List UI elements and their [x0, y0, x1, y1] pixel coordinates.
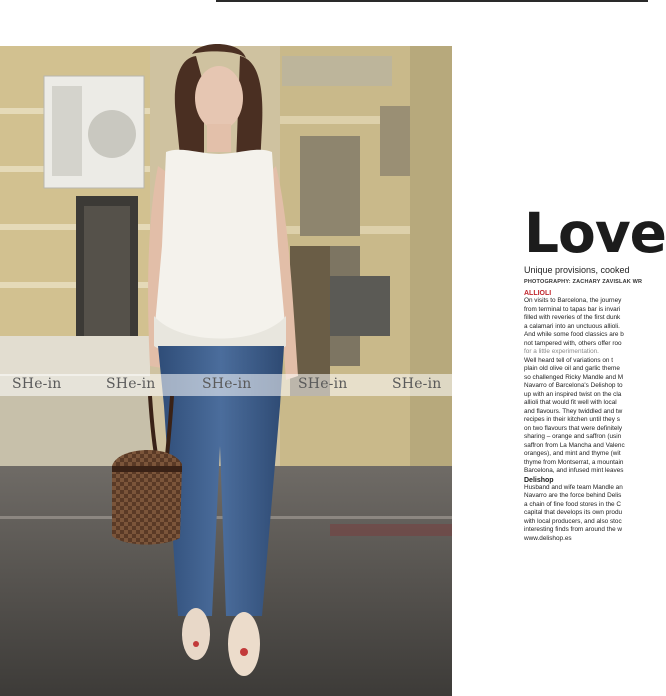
photo-credit: PHOTOGRAPHY: ZACHARY ZAVISLAK WR — [524, 279, 643, 285]
article-body — [524, 297, 648, 476]
article-line: a chain of fine food stores in the C — [524, 500, 621, 508]
article-line: from terminal to tapas bar is invari — [524, 305, 621, 313]
section2-heading: Delishop — [524, 476, 554, 484]
article-line: capital that develops its own produ — [524, 509, 623, 516]
article-line: Husband and wife team Mandle an — [524, 483, 623, 491]
watermark-text: SHe-in — [12, 376, 62, 392]
article-line: Navarro of Barcelona's Delishop to — [524, 382, 623, 389]
magazine-title: Love — [524, 201, 666, 265]
article-line: Well heard tell of variations on t — [524, 356, 614, 364]
article-body-2 — [524, 484, 648, 544]
article-line: On visits to Barcelona, the journey — [524, 297, 622, 304]
article-line: Navarro are the force behind Delis — [524, 492, 622, 499]
article-line: plain old olive oil and garlic theme — [524, 365, 620, 372]
magazine-page — [524, 201, 666, 625]
article-line: saffron from La Mancha and Valenc — [524, 441, 625, 449]
article-line: so challenged Ricky Mandle and M — [524, 373, 624, 381]
article-line: and flavours. They twiddled and tw — [524, 407, 623, 415]
article-line: interesting finds from around the w — [524, 526, 623, 533]
article-line: not tampered with, others offer roo — [524, 339, 622, 347]
article-line: for a little experimentation. — [524, 348, 599, 355]
article-line: filled with reveries of the first dunk — [524, 314, 621, 321]
watermark-text: SHe-in — [392, 376, 442, 392]
article-line: on two flavours that were definitely — [524, 424, 623, 432]
section-heading: ALLIOLI — [524, 290, 552, 297]
article-line: with local producers, and also stoc — [524, 517, 622, 525]
watermark-text: SHe-in — [106, 376, 156, 392]
article-line: a calamari into an unctuous allioli. — [524, 322, 620, 330]
article-line: oranges), and mint and thyme (wit — [524, 450, 621, 457]
article-line: allioli that would fit well with local — [524, 399, 617, 406]
watermark-text: SHe-in — [298, 376, 348, 392]
article-line: thyme from Montserrat, a mountain — [524, 458, 624, 466]
product-photo — [0, 46, 452, 696]
top-border-line — [216, 0, 648, 2]
article-line: And while some food classics are b — [524, 331, 624, 338]
article-line: up with an inspired twist on the cla — [524, 390, 622, 398]
magazine-subtitle: Unique provisions, cooked — [524, 265, 630, 275]
article-line: sharing – orange and saffron (usin — [524, 433, 622, 440]
article-line: www.delishop.es — [524, 534, 572, 542]
article-line: recipes in their kitchen until they s — [524, 416, 620, 423]
watermark-text: SHe-in — [202, 376, 252, 392]
article-line: Barcelona, and infused mint leaves — [524, 467, 624, 474]
